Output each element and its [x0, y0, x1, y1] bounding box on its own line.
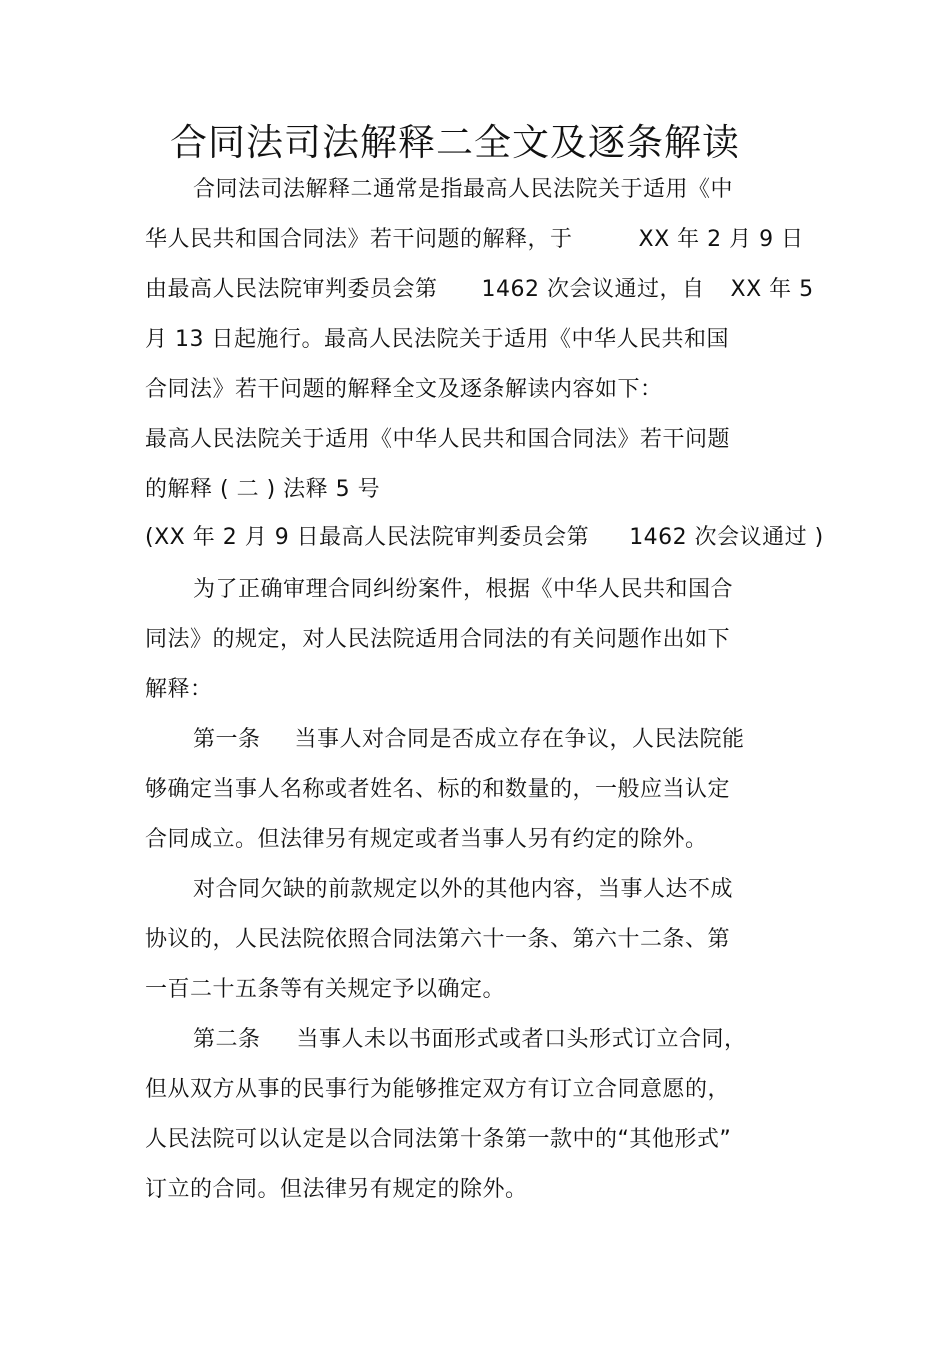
heading-line-3	[145, 522, 824, 554]
heading-line-3-text: (XX 年 2 月 9 日最高人民法院审判委员会第	[145, 525, 590, 550]
article-2-line-2: 但从双方从事的民事行为能够推定双方有订立合同意愿的，	[145, 1077, 731, 1102]
preamble-line-3: 解释：	[145, 677, 213, 702]
heading-line-1: 最高人民法院关于适用《中华人民共和国合同法》若干问题	[145, 427, 731, 452]
article-2-line-3: 人民法院可以认定是以合同法第十条第一款中的“其他形式”	[145, 1127, 732, 1152]
article-1-para2-line-1: 对合同欠缺的前款规定以外的其他内容，当事人达不成	[193, 877, 734, 902]
article-2-text: 当事人未以书面形式或者口头形式订立合同，	[296, 1027, 747, 1052]
document-title: 合同法司法解释二全文及逐条解读	[170, 121, 740, 164]
intro-line-4: 月 13 日起施行。最高人民法院关于适用《中华人民共和国	[145, 327, 729, 352]
article-1-line-1	[193, 724, 745, 756]
intro-line-3-text: 由最高人民法院审判委员会第	[145, 277, 438, 302]
intro-line-2-date: XX 年 2 月 9 日	[638, 227, 804, 252]
intro-line-3	[145, 274, 814, 306]
article-1-para2-line-3: 一百二十五条等有关规定予以确定。	[145, 977, 506, 1002]
intro-line-3-date: XX 年 5	[730, 277, 814, 302]
article-1-line-3: 合同成立。但法律另有规定或者当事人另有约定的除外。	[145, 827, 708, 852]
article-1-para2-line-2: 协议的，人民法院依照合同法第六十一条、第六十二条、第	[145, 927, 731, 952]
article-1-line-2: 够确定当事人名称或者姓名、标的和数量的，一般应当认定	[145, 777, 731, 802]
preamble-line-2: 同法》的规定，对人民法院适用合同法的有关问题作出如下	[145, 627, 731, 652]
article-2-line-1	[193, 1024, 747, 1056]
heading-line-2: 的解释 ( 二 ) 法释 5 号	[145, 477, 381, 502]
intro-line-1: 合同法司法解释二通常是指最高人民法院关于适用《中	[193, 177, 734, 202]
preamble-line-1: 为了正确审理合同纠纷案件，根据《中华人民共和国合	[193, 577, 734, 602]
intro-line-2-text: 华人民共和国合同法》若干问题的解释，于	[145, 227, 573, 252]
heading-line-3-session: 1462 次会议通过 )	[629, 525, 824, 550]
article-2-line-4: 订立的合同。但法律另有规定的除外。	[145, 1177, 528, 1202]
article-1-text: 当事人对合同是否成立存在争议，人民法院能	[294, 727, 745, 752]
article-2-label: 第二条	[193, 1027, 261, 1052]
article-1-label: 第一条	[193, 727, 261, 752]
intro-line-3-session: 1462 次会议通过，自	[481, 277, 705, 302]
intro-line-2	[145, 224, 804, 256]
intro-line-5: 合同法》若干问题的解释全文及逐条解读内容如下：	[145, 377, 663, 402]
